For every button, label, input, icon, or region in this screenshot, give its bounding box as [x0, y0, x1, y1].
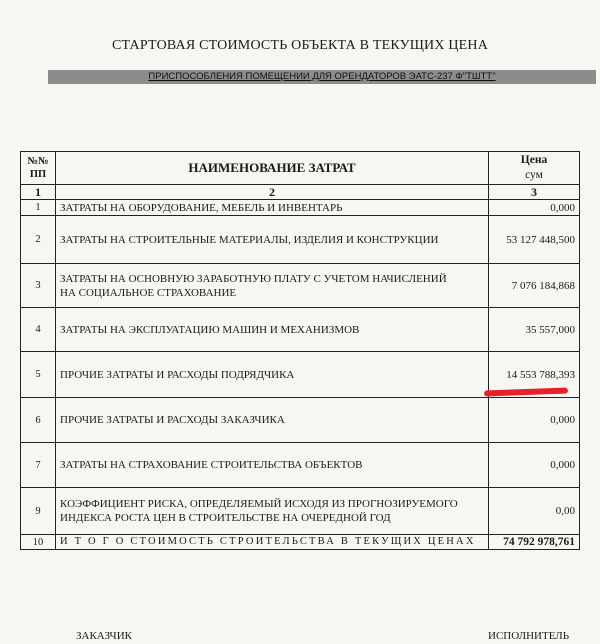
table-row: [21, 200, 580, 216]
row-name: ПРОЧИЕ ЗАТРАТЫ И РАСХОДЫ ПОДРЯДЧИКА: [56, 352, 489, 398]
header-price: [489, 152, 580, 185]
row-price: 35 557,000: [489, 308, 580, 352]
row-price: 0,000: [489, 443, 580, 488]
row-num: 3: [21, 264, 56, 308]
row-num: 4: [21, 308, 56, 352]
row-num: 5: [21, 352, 56, 398]
row-num: 1: [21, 200, 56, 216]
row-price: 7 076 184,868: [489, 264, 580, 308]
row-price: 0,000: [489, 200, 580, 216]
row-price: 0,000: [489, 398, 580, 443]
document-title: СТАРТОВАЯ СТОИМОСТЬ ОБЪЕКТА В ТЕКУЩИХ ЦЕНА: [111, 38, 489, 53]
footer-contractor-label: ИСПОЛНИТЕЛЬ: [488, 630, 570, 642]
table-header-row: [21, 152, 580, 185]
row-name: ЗАТРАТЫ НА ОСНОВНУЮ ЗАРАБОТНУЮ ПЛАТУ С УЧЕТОМ НАЧИСЛЕНИЙ НА СОЦИАЛЬНОЕ СТРАХОВАНИЕ: [56, 264, 489, 308]
header-price-line1: Цена: [520, 154, 548, 166]
column-number: 2: [56, 185, 489, 200]
header-name: НАИМЕНОВАНИЕ ЗАТРАТ: [56, 152, 489, 185]
total-num: 10: [21, 535, 56, 550]
table-row-total: [21, 535, 580, 550]
row-name: ПРОЧИЕ ЗАТРАТЫ И РАСХОДЫ ЗАКАЗЧИКА: [56, 398, 489, 443]
header-num: №№ ПП: [21, 152, 56, 185]
footer-customer-label: ЗАКАЗЧИК: [76, 630, 132, 642]
column-number-row: [21, 185, 580, 200]
row-name: ЗАТРАТЫ НА СТРОИТЕЛЬНЫЕ МАТЕРИАЛЫ, ИЗДЕЛИЯ И КОНСТРУКЦИИ: [56, 216, 489, 264]
column-number: 1: [21, 185, 56, 200]
cost-table: [20, 151, 580, 550]
table-row: [21, 264, 580, 308]
row-name: ЗАТРАТЫ НА СТРАХОВАНИЕ СТРОИТЕЛЬСТВА ОБЪЕКТОВ: [56, 443, 489, 488]
table-row: [21, 308, 580, 352]
row-num: 2: [21, 216, 56, 264]
document-subtitle: ПРИСПОСОБЛЕНИЯ ПОМЕЩЕНИИ ДЛЯ ОРЕНДАТОРОВ ЭАТС-237 Ф"ТШТТ": [148, 71, 496, 82]
row-num: 9: [21, 488, 56, 535]
column-number: 3: [489, 185, 580, 200]
row-name: ЗАТРАТЫ НА ОБОРУДОВАНИЕ, МЕБЕЛЬ И ИНВЕНТАРЬ: [56, 200, 489, 216]
total-label: И Т О Г О СТОИМОСТЬ СТРОИТЕЛЬСТВА В ТЕКУЩИХ ЦЕНАХ: [56, 535, 489, 550]
table-row: [21, 443, 580, 488]
row-num: 7: [21, 443, 56, 488]
total-price: 74 792 978,761: [489, 535, 580, 550]
row-name: КОЭФФИЦИЕНТ РИСКА, ОПРЕДЕЛЯЕМЫЙ ИСХОДЯ ИЗ ПРОГНОЗИРУЕМОГО ИНДЕКСА РОСТА ЦЕН В СТРОИТЕЛЬСТВЕ НА ОЧЕРЕДНОЙ ГОД: [56, 488, 489, 535]
table-row: [21, 216, 580, 264]
header-price-line2: сум: [525, 169, 543, 181]
row-price: 0,00: [489, 488, 580, 535]
table-row: [21, 398, 580, 443]
row-name: ЗАТРАТЫ НА ЭКСПЛУАТАЦИЮ МАШИН И МЕХАНИЗМОВ: [56, 308, 489, 352]
table-row: [21, 488, 580, 535]
row-price-highlighted: 14 553 788,393: [489, 352, 580, 398]
row-price: 53 127 448,500: [489, 216, 580, 264]
row-num: 6: [21, 398, 56, 443]
